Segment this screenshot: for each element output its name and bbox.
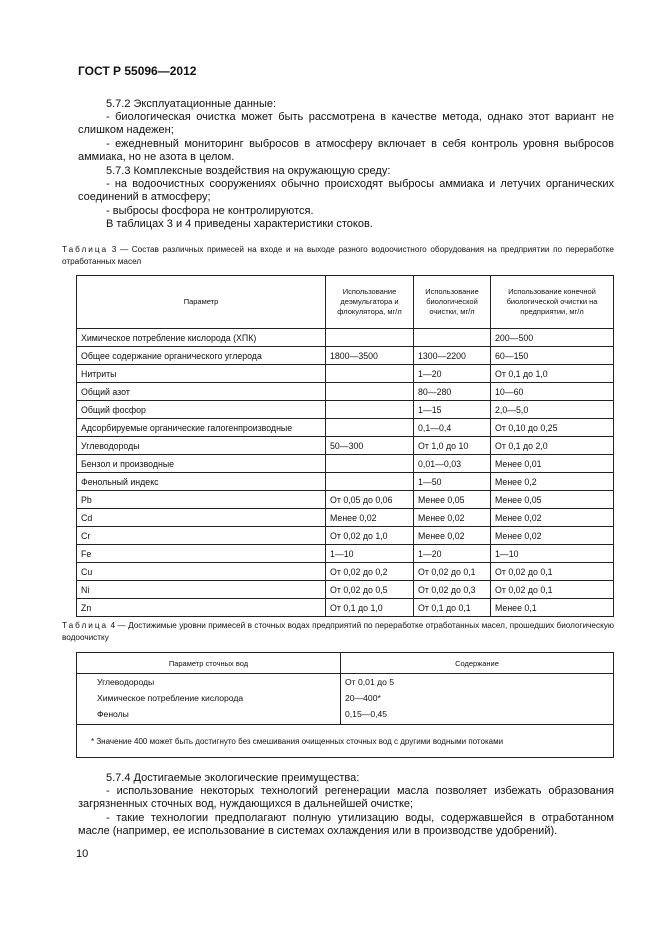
table-row — [77, 581, 614, 599]
table-cell: Адсорбируемые органические галогенпроизводные — [77, 419, 326, 437]
table-cell: Фенолы — [77, 706, 341, 725]
table-cell: Менее 0,02 — [414, 527, 491, 545]
table-header-row — [77, 653, 614, 674]
table-cell: От 0,1 до 2,0 — [491, 437, 614, 455]
table-cell: От 0,02 до 0,1 — [491, 563, 614, 581]
table-cell: 10—60 — [491, 383, 614, 401]
table-cell: Менее 0,2 — [491, 473, 614, 491]
table-row — [77, 706, 614, 725]
table-cell: 80—280 — [414, 383, 491, 401]
table-cell: Менее 0,02 — [491, 527, 614, 545]
table-cell: От 0,10 до 0,25 — [491, 419, 614, 437]
tables-reference: В таблицах 3 и 4 приведены характеристики стоков. — [106, 218, 373, 230]
table-cell: Менее 0,1 — [491, 599, 614, 617]
table-cell: 50—300 — [326, 437, 414, 455]
table-cell: Pb — [77, 491, 326, 509]
table-cell: Углеводороды — [77, 437, 326, 455]
page-number: 10 — [76, 848, 89, 860]
column-header: Параметр — [77, 276, 326, 329]
column-header: Параметр сточных вод — [77, 653, 341, 674]
table-cell: 1—50 — [414, 473, 491, 491]
table-row — [77, 509, 614, 527]
table-cell: Нитриты — [77, 365, 326, 383]
section-5-7-3-title: 5.7.3 Комплексные воздействия на окружающую среду: — [106, 165, 391, 177]
table-cell: Углеводороды — [77, 674, 341, 691]
table-cell: Fe — [77, 545, 326, 563]
table-cell: От 0,1 до 1,0 — [326, 599, 414, 617]
table-row — [77, 437, 614, 455]
table-cell: Менее 0,02 — [491, 509, 614, 527]
table-row — [77, 383, 614, 401]
table-cell: 20—400* — [341, 690, 614, 706]
table-row — [77, 401, 614, 419]
table-3 — [76, 275, 614, 617]
table-cell: Бензол и производные — [77, 455, 326, 473]
table-cell: От 0,05 до 0,06 — [326, 491, 414, 509]
table-cell: От 0,02 до 0,2 — [326, 563, 414, 581]
table-cell: Менее 0,02 — [414, 509, 491, 527]
table-row — [77, 329, 614, 347]
table-cell — [326, 329, 414, 347]
table-cell: 1300—2200 — [414, 347, 491, 365]
table-cell: От 0,02 до 0,5 — [326, 581, 414, 599]
table-cell: 0,01—0,03 — [414, 455, 491, 473]
section-5-7-4-bullet-1: - использование некоторых технологий регенерации масла позволяет избежать образования загрязненных сточных вод, нуждающихся в дальнейшей очистке; — [78, 785, 614, 811]
table-cell: Cr — [77, 527, 326, 545]
table-row — [77, 491, 614, 509]
section-5-7-3-bullet-2: - выбросы фосфора не контролируются. — [106, 205, 314, 217]
table-row — [77, 473, 614, 491]
section-5-7-4-title: 5.7.4 Достигаемые экологические преимущества: — [106, 772, 360, 784]
table-cell: 1—20 — [414, 365, 491, 383]
column-header: Использование деэмульгатора и флокулятора, мг/л — [326, 276, 414, 329]
table-cell: Менее 0,01 — [491, 455, 614, 473]
section-5-7-2-title: 5.7.2 Эксплуатационные данные: — [106, 98, 277, 110]
table-cell: 0,1—0,4 — [414, 419, 491, 437]
column-header: Использование конечной биологической очистки на предприятии, мг/л — [491, 276, 614, 329]
table-cell — [326, 401, 414, 419]
table-cell: От 0,1 до 0,1 — [414, 599, 491, 617]
table-cell — [326, 419, 414, 437]
section-5-7-3-bullet-1: - на водоочистных сооружениях обычно происходят выбросы аммиака и летучих органических соединений в атмосферу; — [78, 178, 614, 204]
table-cell: 60—150 — [491, 347, 614, 365]
table-cell: Химическое потребление кислорода (ХПК) — [77, 329, 326, 347]
table-cell: 200—500 — [491, 329, 614, 347]
table-row — [77, 527, 614, 545]
table-cell: От 1,0 до 10 — [414, 437, 491, 455]
table-row — [77, 563, 614, 581]
table-cell: 1—15 — [414, 401, 491, 419]
table-row — [77, 545, 614, 563]
table-footnote: * Значение 400 может быть достигнуто без смешивания очищенных сточных вод с другими водными потоками — [77, 725, 614, 758]
table-row — [77, 455, 614, 473]
table-cell: Общее содержание органического углерода — [77, 347, 326, 365]
table-4-caption: Таблица 4 — Достижимые уровни примесей в сточных водах предприятий по переработке отработанных масел, прошедших биологическую водоочистку — [62, 621, 614, 642]
column-header: Использование биологической очистки, мг/л — [414, 276, 491, 329]
table-cell — [414, 329, 491, 347]
table-cell: Менее 0,02 — [326, 509, 414, 527]
column-header: Содержание — [341, 653, 614, 674]
table-row — [77, 365, 614, 383]
table-cell: 1—10 — [326, 545, 414, 563]
table-cell: Cu — [77, 563, 326, 581]
section-5-7-2-bullet-1: - биологическая очистка может быть рассмотрена в качестве метода, однако этот вариант не слишком надежен; — [78, 111, 614, 137]
table-4 — [76, 652, 614, 758]
table-cell: От 0,02 до 0,1 — [414, 563, 491, 581]
table-cell — [326, 473, 414, 491]
table-cell: От 0,02 до 0,1 — [491, 581, 614, 599]
document-header: ГОСТ Р 55096—2012 — [78, 64, 197, 78]
table-row — [77, 674, 614, 691]
table-cell: 0,15—0,45 — [341, 706, 614, 725]
table-cell: От 0,02 до 0,3 — [414, 581, 491, 599]
table-cell: Фенольный индекс — [77, 473, 326, 491]
table-cell: Cd — [77, 509, 326, 527]
table-cell: От 0,01 до 5 — [341, 674, 614, 691]
table-row — [77, 690, 614, 706]
table-cell — [326, 455, 414, 473]
table-cell: Менее 0,05 — [491, 491, 614, 509]
table-cell: 1800—3500 — [326, 347, 414, 365]
table-cell: 1—10 — [491, 545, 614, 563]
table-cell: От 0,1 до 1,0 — [491, 365, 614, 383]
table-3-caption: Таблица 3 — Состав различных примесей на входе и на выходе разного водоочистного оборудования на предприятии по переработке отработанных масел — [62, 245, 614, 266]
table-cell: 2,0—5,0 — [491, 401, 614, 419]
table-cell: 1—20 — [414, 545, 491, 563]
table-cell: Zn — [77, 599, 326, 617]
table-row — [77, 419, 614, 437]
section-5-7-4-bullet-2: - такие технологии предполагают полную утилизацию воды, содержавшейся в отработанном масле (например, ее использование в системах охлаждения или в производстве удобрений). — [78, 812, 614, 838]
table-cell: Химическое потребление кислорода — [77, 690, 341, 706]
table-cell: Ni — [77, 581, 326, 599]
table-cell: Менее 0,05 — [414, 491, 491, 509]
table-cell: Общий фосфор — [77, 401, 326, 419]
section-5-7-2-bullet-2: - ежедневный мониторинг выбросов в атмосферу включает в себя контроль уровня выбросов аммиака, но не азота в целом. — [78, 138, 614, 164]
table-header-row — [77, 276, 614, 329]
table-cell: От 0,02 до 1,0 — [326, 527, 414, 545]
table-footnote-row — [77, 725, 614, 758]
table-cell — [326, 365, 414, 383]
table-cell: Общий азот — [77, 383, 326, 401]
table-row — [77, 599, 614, 617]
table-row — [77, 347, 614, 365]
table-cell — [326, 383, 414, 401]
